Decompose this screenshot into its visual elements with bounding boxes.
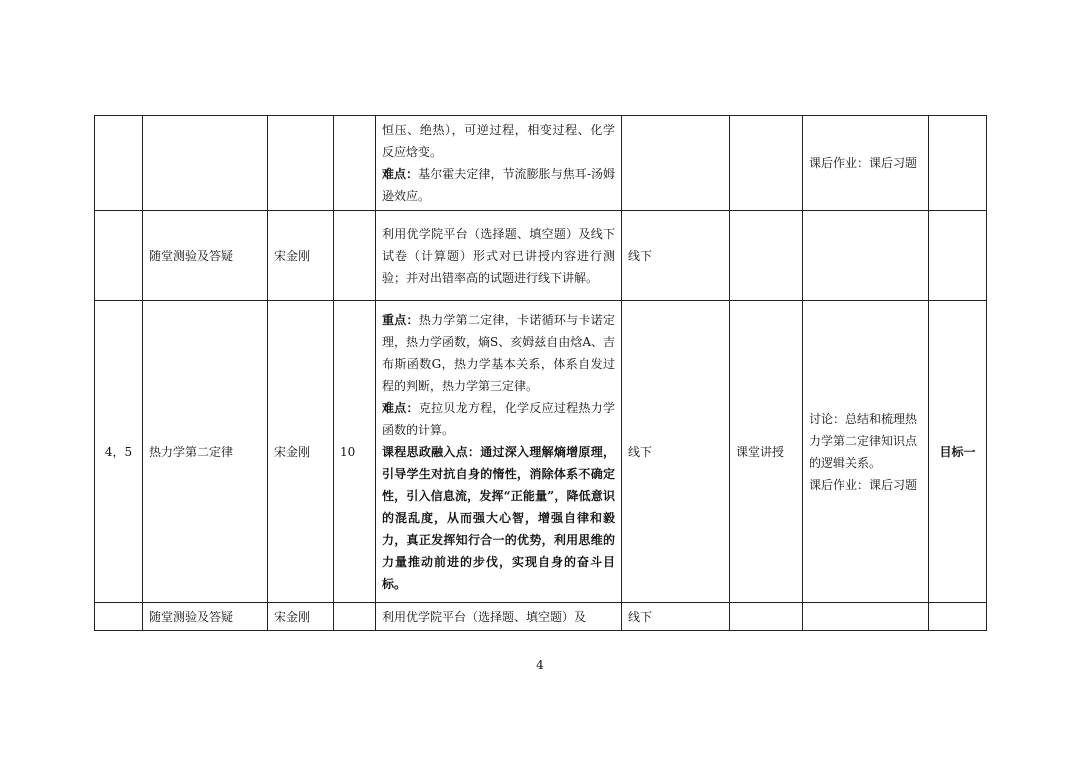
- table-row: [95, 116, 987, 211]
- assessment-cell: [803, 301, 929, 603]
- difficulty-label: 难点：: [382, 400, 419, 415]
- goal-cell: [929, 116, 987, 211]
- hours-cell: 10: [334, 301, 376, 603]
- ideology-text: 通过深入理解熵增原理，引导学生对抗自身的惰性，消除体系不确定性，引入信息流，发挥“正能量”，降低意识的混乱度，从而强大心智，增强自律和毅力，真正发挥知行合一的优势，利用思维的力量推动前进的步伐，实现自身的奋斗目标。: [382, 444, 615, 591]
- teaching-plan-table: [94, 115, 987, 631]
- difficulty-label: 难点：: [382, 167, 419, 181]
- hours-cell: [334, 603, 376, 631]
- mode-cell: [622, 116, 730, 211]
- assessment-cell: 课后作业：课后习题: [803, 116, 929, 211]
- topic-cell: 随堂测验及答疑: [143, 211, 268, 301]
- week-cell: [95, 211, 143, 301]
- page-number: 4: [536, 658, 544, 672]
- week-cell: 4，5: [95, 301, 143, 603]
- method-cell: [730, 116, 803, 211]
- homework-text: 课后作业：课后习题: [809, 477, 918, 492]
- teacher-cell: [268, 116, 334, 211]
- key-points-label: 重点：: [382, 312, 419, 327]
- difficulty-text: 基尔霍夫定律，节流膨胀与焦耳-汤姆逊效应。: [382, 167, 615, 203]
- assessment-cell: [803, 211, 929, 301]
- discussion-text: 讨论：总结和梳理热力学第二定律知识点的逻辑关系。: [809, 411, 918, 470]
- goal-cell: [929, 211, 987, 301]
- teacher-cell: 宋金刚: [268, 211, 334, 301]
- teacher-cell: 宋金刚: [268, 603, 334, 631]
- ideology-label: 课程思政融入点：: [382, 444, 481, 459]
- difficulty-text: 克拉贝龙方程，化学反应过程热力学函数的计算。: [382, 400, 615, 437]
- mode-cell: 线下: [622, 603, 730, 631]
- content-cell: 利用优学院平台（选择题、填空题）及线下试卷（计算题）形式对已讲授内容进行测验；并对出错率高的试题进行线下讲解。: [376, 211, 622, 301]
- goal-cell: 目标一: [929, 301, 987, 603]
- content-cell: 利用优学院平台（选择题、填空题）及: [376, 603, 622, 631]
- week-cell: [95, 116, 143, 211]
- week-cell: [95, 603, 143, 631]
- table-row: [95, 603, 987, 631]
- key-points-text: 热力学第二定律，卡诺循环与卡诺定理，热力学函数，熵S、亥姆兹自由焓A、吉布斯函数G，热力学基本关系，体系自发过程的判断，热力学第三定律。: [382, 312, 615, 393]
- goal-cell: [929, 603, 987, 631]
- hours-cell: [334, 116, 376, 211]
- content-cell: [376, 301, 622, 603]
- content-cell: [376, 116, 622, 211]
- topic-cell: 热力学第二定律: [143, 301, 268, 603]
- table-row: [95, 301, 987, 603]
- teacher-cell: 宋金刚: [268, 301, 334, 603]
- content-text: 恒压、绝热），可逆过程，相变过程、化学反应焓变。: [382, 123, 615, 159]
- method-cell: 课堂讲授: [730, 301, 803, 603]
- table-row: [95, 211, 987, 301]
- topic-cell: 随堂测验及答疑: [143, 603, 268, 631]
- hours-cell: [334, 211, 376, 301]
- mode-cell: 线下: [622, 211, 730, 301]
- assessment-cell: [803, 603, 929, 631]
- method-cell: [730, 211, 803, 301]
- topic-cell: [143, 116, 268, 211]
- method-cell: [730, 603, 803, 631]
- mode-cell: 线下: [622, 301, 730, 603]
